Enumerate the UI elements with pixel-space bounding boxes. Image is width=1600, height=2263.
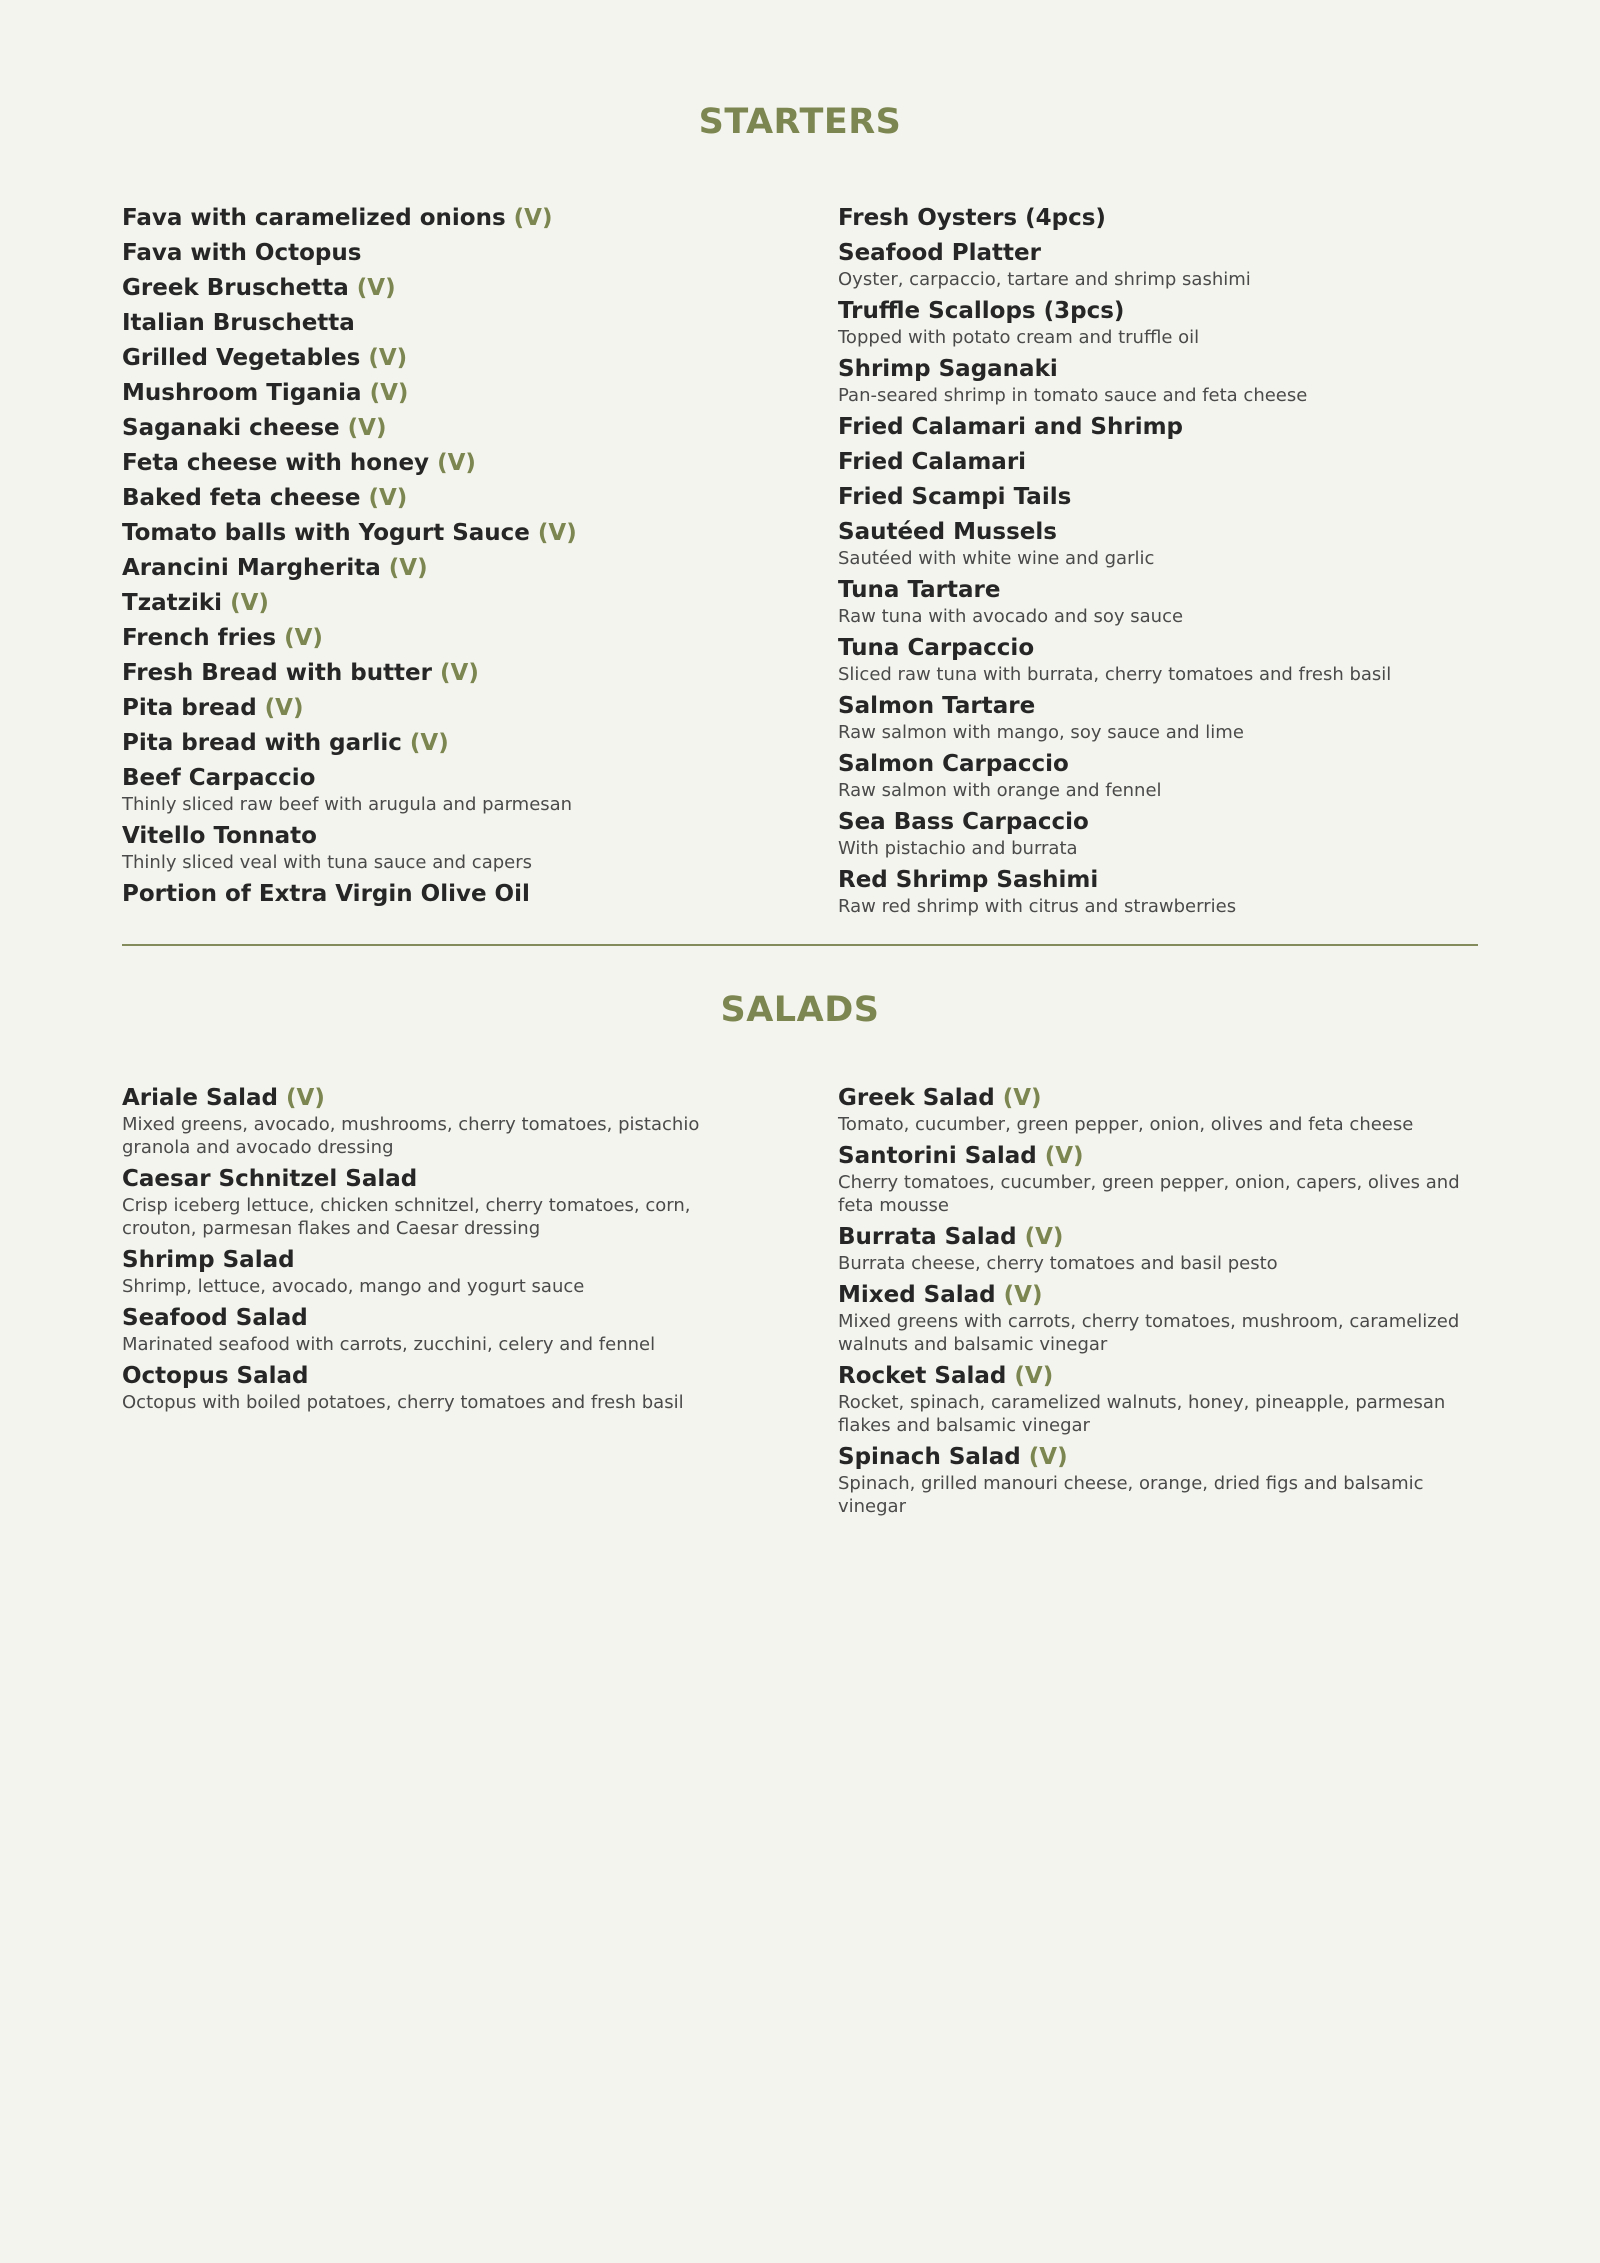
menu-item-name-line	[838, 576, 1478, 605]
menu-item-description: Tomato, cucumber, green pepper, onion, olives and feta cheese	[838, 1114, 1414, 1135]
menu-item	[122, 1304, 762, 1356]
menu-item	[122, 274, 762, 303]
menu-item-name-line	[122, 204, 762, 233]
menu-item-name: Tuna Tartare	[838, 577, 1001, 603]
vegetarian-tag: (V)	[264, 695, 304, 721]
vegetarian-tag: (V)	[356, 275, 396, 301]
menu-item-description: Sautéed with white wine and garlic	[838, 548, 1155, 569]
menu-item-name-line	[838, 866, 1478, 895]
menu-item-description: Raw salmon with orange and fennel	[838, 780, 1162, 801]
vegetarian-tag: (V)	[440, 660, 479, 686]
menu-item-name-line	[122, 414, 762, 443]
menu-item	[838, 1362, 1478, 1437]
menu-item	[122, 1246, 762, 1298]
menu-item-name: French fries	[122, 625, 277, 651]
menu-item-name: Red Shrimp Sashimi	[838, 867, 1099, 893]
menu-item-description: Oyster, carpaccio, tartare and shrimp sashimi	[838, 269, 1251, 290]
menu-item-description: With pistachio and burrata	[838, 838, 1078, 859]
menu-item	[838, 1142, 1478, 1217]
menu-item-name-line	[838, 1281, 1478, 1310]
vegetarian-tag: (V)	[368, 485, 408, 511]
menu-item-name: Tomato balls with Yogurt Sauce	[122, 520, 530, 546]
menu-item-name: Rocket Salad	[838, 1363, 1007, 1389]
menu-item-description: Sliced raw tuna with burrata, cherry tomatoes and fresh basil	[838, 664, 1392, 685]
menu-item-name-line	[838, 239, 1478, 268]
menu-item-description: Spinach, grilled manouri cheese, orange, dried figs and balsamic vinegar	[838, 1473, 1424, 1517]
menu-item-name-line	[838, 204, 1478, 233]
menu-item-name: Greek Salad	[838, 1085, 995, 1111]
menu-item-name-line	[122, 309, 762, 338]
menu-item-name: Fried Scampi Tails	[838, 484, 1072, 510]
menu-item-name-line	[122, 1304, 762, 1333]
menu-item-description: Mixed greens, avocado, mushrooms, cherry tomatoes, pistachio granola and avocado dressing	[122, 1114, 700, 1158]
menu-item-name-line	[122, 589, 762, 618]
menu-item-name: Tuna Carpaccio	[838, 635, 1035, 661]
menu-item-name: Ariale Salad	[122, 1085, 278, 1111]
vegetarian-tag: (V)	[1014, 1363, 1054, 1389]
menu-item	[838, 448, 1478, 477]
menu-item-name-line	[838, 692, 1478, 721]
menu-item	[838, 297, 1478, 349]
menu-item-description: Mixed greens with carrots, cherry tomatoes, mushroom, caramelized walnuts and balsamic vinegar	[838, 1311, 1460, 1355]
menu-item-name-line	[122, 880, 762, 909]
menu-item-name-line	[122, 659, 762, 688]
menu-item-name-line	[122, 1165, 762, 1194]
menu-item-name-line	[838, 518, 1478, 547]
menu-item-name-line	[122, 344, 762, 373]
menu-item-description: Topped with potato cream and truffle oil	[838, 327, 1200, 348]
menu-item-name-line	[838, 1223, 1478, 1252]
menu-item-name-line	[838, 1142, 1478, 1171]
menu-item-name: Salmon Tartare	[838, 693, 1036, 719]
menu-item-description: Thinly sliced veal with tuna sauce and capers	[122, 852, 533, 873]
menu-item	[122, 484, 762, 513]
menu-item	[838, 576, 1478, 628]
section-divider	[122, 944, 1478, 946]
menu-item-description: Raw tuna with avocado and soy sauce	[838, 606, 1184, 627]
menu-item	[838, 750, 1478, 802]
menu-item-name-line	[122, 484, 762, 513]
menu-item-name: Beef Carpaccio	[122, 765, 316, 791]
menu-item	[838, 204, 1478, 233]
menu-item-name: Salmon Carpaccio	[838, 751, 1069, 777]
menu-item	[838, 634, 1478, 686]
menu-item	[838, 692, 1478, 744]
menu-item-name-line	[838, 808, 1478, 837]
menu-page	[122, 0, 1478, 1524]
menu-item-name: Tzatziki	[122, 590, 223, 616]
vegetarian-tag: (V)	[284, 625, 323, 651]
menu-item-name-line	[122, 822, 762, 851]
menu-item	[838, 808, 1478, 860]
vegetarian-tag: (V)	[537, 520, 577, 546]
menu-item	[122, 624, 762, 653]
menu-item-name-line	[122, 729, 762, 758]
menu-item-name: Spinach Salad	[838, 1444, 1021, 1470]
salads-left-column	[122, 1084, 762, 1524]
menu-item	[122, 204, 762, 233]
menu-item-name-line	[122, 764, 762, 793]
menu-item-name-line	[122, 694, 762, 723]
menu-item-name-line	[838, 750, 1478, 779]
menu-item-name-line	[838, 448, 1478, 477]
starters-columns	[122, 204, 1478, 924]
menu-item-name: Fried Calamari	[838, 449, 1027, 475]
menu-item-name: Seafood Salad	[122, 1305, 308, 1331]
vegetarian-tag: (V)	[513, 205, 553, 231]
salads-title: SALADS	[720, 990, 880, 1030]
menu-item-name-line	[122, 519, 762, 548]
menu-item-name: Seafood Platter	[838, 240, 1041, 266]
menu-item	[838, 1443, 1478, 1518]
vegetarian-tag: (V)	[347, 415, 387, 441]
menu-item-name-line	[838, 413, 1478, 442]
menu-item	[838, 1281, 1478, 1356]
menu-item-name: Fried Calamari and Shrimp	[838, 414, 1184, 440]
menu-item	[122, 1165, 762, 1240]
vegetarian-tag: (V)	[369, 380, 409, 406]
vegetarian-tag: (V)	[1003, 1282, 1043, 1308]
menu-item-name: Baked feta cheese	[122, 485, 361, 511]
menu-item-description: Cherry tomatoes, cucumber, green pepper, onion, capers, olives and feta mousse	[838, 1172, 1460, 1216]
menu-item-name-line	[838, 1362, 1478, 1391]
menu-item-name: Italian Bruschetta	[122, 310, 355, 336]
menu-item-name-line	[122, 449, 762, 478]
menu-item	[122, 589, 762, 618]
vegetarian-tag: (V)	[409, 730, 449, 756]
menu-item-name: Fava with Octopus	[122, 240, 362, 266]
menu-item	[838, 1084, 1478, 1136]
menu-item-description: Octopus with boiled potatoes, cherry tomatoes and fresh basil	[122, 1392, 684, 1413]
vegetarian-tag: (V)	[1028, 1444, 1068, 1470]
menu-item-name-line	[122, 1362, 762, 1391]
menu-item	[122, 449, 762, 478]
menu-item	[122, 414, 762, 443]
menu-item-name: Fresh Bread with butter	[122, 660, 432, 686]
menu-item-description: Thinly sliced raw beef with arugula and parmesan	[122, 794, 573, 815]
menu-item-name-line	[122, 624, 762, 653]
menu-item-name: Sea Bass Carpaccio	[838, 809, 1089, 835]
menu-item-description: Marinated seafood with carrots, zucchini, celery and fennel	[122, 1334, 656, 1355]
menu-item-name: Fresh Oysters (4pcs)	[838, 205, 1106, 231]
menu-item	[122, 239, 762, 268]
starters-right-column	[838, 204, 1478, 924]
menu-item-name: Greek Bruschetta	[122, 275, 349, 301]
menu-item-description: Rocket, spinach, caramelized walnuts, honey, pineapple, parmesan flakes and balsamic vinegar	[838, 1392, 1446, 1436]
menu-item-description: Shrimp, lettuce, avocado, mango and yogurt sauce	[122, 1276, 585, 1297]
vegetarian-tag: (V)	[368, 345, 408, 371]
menu-item-name: Santorini Salad	[838, 1143, 1037, 1169]
vegetarian-tag: (V)	[1044, 1143, 1084, 1169]
menu-item-description: Pan-seared shrimp in tomato sauce and feta cheese	[838, 385, 1308, 406]
menu-item-name: Burrata Salad	[838, 1224, 1017, 1250]
menu-item-name: Pita bread	[122, 695, 257, 721]
vegetarian-tag: (V)	[1024, 1224, 1064, 1250]
menu-item-name: Vitello Tonnato	[122, 823, 317, 849]
menu-item	[838, 483, 1478, 512]
menu-item	[838, 866, 1478, 918]
vegetarian-tag: (V)	[286, 1085, 325, 1111]
menu-item	[122, 880, 762, 909]
menu-item-name-line	[838, 1084, 1478, 1113]
menu-item-name: Grilled Vegetables	[122, 345, 361, 371]
menu-item	[122, 344, 762, 373]
menu-item	[838, 413, 1478, 442]
menu-item-name-line	[122, 379, 762, 408]
menu-item-name: Pita bread with garlic	[122, 730, 402, 756]
salads-right-column	[838, 1084, 1478, 1524]
menu-item	[838, 1223, 1478, 1275]
menu-item	[122, 519, 762, 548]
menu-item-description: Raw red shrimp with citrus and strawberries	[838, 896, 1237, 917]
menu-item-name: Truffle Scallops (3pcs)	[838, 298, 1125, 324]
menu-item-name: Feta cheese with honey	[122, 450, 430, 476]
menu-item-name: Shrimp Salad	[122, 1247, 295, 1273]
menu-item-name: Mushroom Tigania	[122, 380, 362, 406]
menu-item-name: Fava with caramelized onions	[122, 205, 506, 231]
menu-item-name: Shrimp Saganaki	[838, 356, 1058, 382]
menu-item	[122, 379, 762, 408]
menu-item-name: Octopus Salad	[122, 1363, 309, 1389]
menu-item-name-line	[122, 1246, 762, 1275]
menu-item-description: Crisp iceberg lettuce, chicken schnitzel, cherry tomatoes, corn, crouton, parmesan flakes and Caesar dressing	[122, 1195, 691, 1239]
menu-item-description: Raw salmon with mango, soy sauce and lime	[838, 722, 1244, 743]
menu-item-name-line	[838, 483, 1478, 512]
menu-item	[122, 1362, 762, 1414]
menu-item	[838, 355, 1478, 407]
menu-item-name: Sautéed Mussels	[838, 519, 1057, 545]
menu-item-name: Caesar Schnitzel Salad	[122, 1166, 418, 1192]
menu-item	[122, 659, 762, 688]
menu-item	[122, 1084, 762, 1159]
menu-item	[122, 554, 762, 583]
menu-item-name-line	[122, 554, 762, 583]
menu-item-description: Burrata cheese, cherry tomatoes and basil pesto	[838, 1253, 1278, 1274]
starters-left-column	[122, 204, 762, 924]
vegetarian-tag: (V)	[437, 450, 476, 476]
menu-item-name-line	[122, 1084, 762, 1113]
vegetarian-tag: (V)	[388, 555, 428, 581]
menu-item	[122, 309, 762, 338]
menu-item-name: Mixed Salad	[838, 1282, 996, 1308]
menu-item-name: Saganaki cheese	[122, 415, 340, 441]
menu-item	[838, 518, 1478, 570]
menu-item	[838, 239, 1478, 291]
menu-item-name: Portion of Extra Virgin Olive Oil	[122, 881, 530, 907]
menu-item-name-line	[122, 239, 762, 268]
menu-item	[122, 694, 762, 723]
menu-item-name-line	[838, 297, 1478, 326]
menu-item-name: Arancini Margherita	[122, 555, 381, 581]
vegetarian-tag: (V)	[1002, 1085, 1042, 1111]
menu-item-name-line	[122, 274, 762, 303]
menu-item-name-line	[838, 355, 1478, 384]
vegetarian-tag: (V)	[230, 590, 269, 616]
menu-item-name-line	[838, 1443, 1478, 1472]
starters-title: STARTERS	[698, 102, 902, 142]
salads-columns	[122, 1084, 1478, 1524]
menu-item-name-line	[838, 634, 1478, 663]
menu-item	[122, 764, 762, 816]
menu-item	[122, 729, 762, 758]
menu-item	[122, 822, 762, 874]
